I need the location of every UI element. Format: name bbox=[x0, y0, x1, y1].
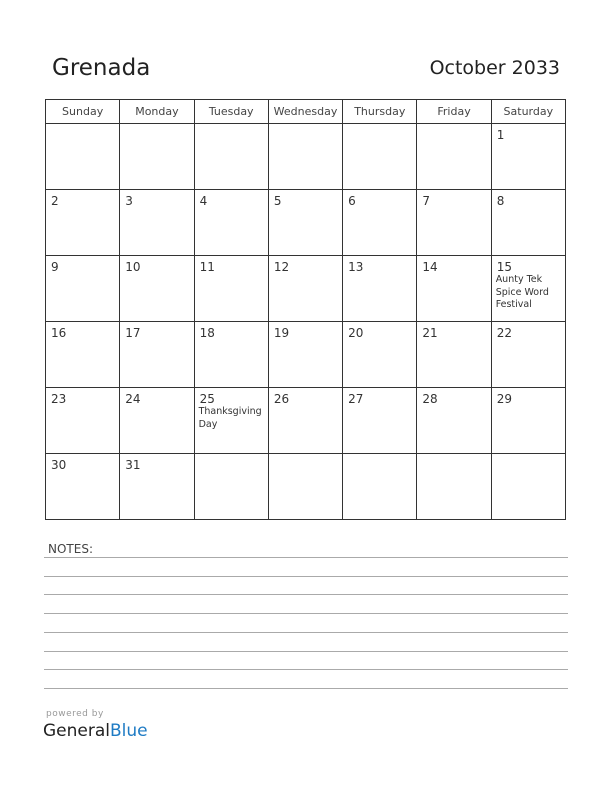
day-cell bbox=[120, 256, 194, 322]
weekday-sunday: Sunday bbox=[46, 100, 120, 124]
day-number: 23 bbox=[51, 392, 67, 406]
day-number: 25 bbox=[199, 392, 215, 406]
note-line bbox=[44, 594, 568, 595]
day-cell bbox=[343, 190, 417, 256]
day-number: 20 bbox=[348, 326, 364, 340]
day-number: 13 bbox=[348, 260, 364, 274]
day-cell bbox=[194, 190, 268, 256]
day-cell bbox=[194, 256, 268, 322]
day-cell bbox=[417, 256, 491, 322]
day-cell bbox=[46, 454, 120, 520]
day-number: 24 bbox=[125, 392, 141, 406]
day-cell bbox=[46, 124, 120, 190]
day-cell bbox=[268, 190, 342, 256]
day-number: 16 bbox=[51, 326, 67, 340]
day-number: 21 bbox=[422, 326, 438, 340]
weekday-friday: Friday bbox=[417, 100, 491, 124]
day-number: 26 bbox=[273, 392, 290, 406]
day-cell bbox=[491, 388, 565, 454]
day-cell bbox=[491, 124, 565, 190]
weekday-wednesday: Wednesday bbox=[268, 100, 342, 124]
generalblue-logo bbox=[43, 721, 148, 741]
day-number: 27 bbox=[348, 392, 364, 406]
week-row bbox=[46, 256, 566, 322]
weekday-thursday: Thursday bbox=[343, 100, 417, 124]
day-number: 7 bbox=[422, 194, 431, 208]
month-year-title: October 2033 bbox=[429, 57, 560, 79]
day-number: 10 bbox=[125, 260, 141, 274]
holiday-label: Aunty Tek Spice Word Festival bbox=[495, 274, 549, 310]
day-number: 2 bbox=[51, 194, 59, 208]
day-number: 19 bbox=[273, 326, 290, 340]
day-number: 18 bbox=[199, 326, 215, 340]
day-cell bbox=[194, 322, 268, 388]
day-cell bbox=[120, 322, 194, 388]
day-cell bbox=[417, 388, 491, 454]
day-cell bbox=[343, 256, 417, 322]
day-number: 22 bbox=[496, 326, 512, 340]
note-line bbox=[44, 613, 568, 614]
day-cell bbox=[268, 124, 342, 190]
note-line bbox=[44, 651, 568, 652]
week-row bbox=[46, 124, 566, 190]
day-cell bbox=[491, 190, 565, 256]
country-title: Grenada bbox=[52, 55, 151, 81]
day-cell bbox=[120, 124, 194, 190]
day-cell bbox=[268, 256, 342, 322]
week-row bbox=[46, 190, 566, 256]
day-cell bbox=[268, 454, 342, 520]
day-cell bbox=[120, 388, 194, 454]
day-number: 4 bbox=[199, 194, 208, 208]
week-row bbox=[46, 322, 566, 388]
day-number: 12 bbox=[273, 260, 290, 274]
weekday-header-row bbox=[46, 100, 566, 124]
brand-general: General bbox=[43, 721, 110, 741]
day-cell bbox=[120, 190, 194, 256]
day-number: 28 bbox=[422, 392, 438, 406]
powered-by-text: powered by bbox=[46, 709, 104, 719]
day-cell bbox=[491, 322, 565, 388]
day-cell bbox=[491, 256, 565, 322]
day-number: 31 bbox=[125, 458, 141, 472]
note-line bbox=[44, 688, 568, 689]
day-cell bbox=[46, 256, 120, 322]
day-cell bbox=[343, 124, 417, 190]
day-cell bbox=[417, 322, 491, 388]
day-cell bbox=[194, 124, 268, 190]
day-number: 11 bbox=[199, 260, 215, 274]
day-cell bbox=[268, 322, 342, 388]
day-number: 6 bbox=[348, 194, 356, 208]
day-number: 29 bbox=[496, 392, 512, 406]
day-cell bbox=[343, 388, 417, 454]
brand-blue: Blue bbox=[110, 721, 148, 741]
day-number: 8 bbox=[496, 194, 505, 208]
day-cell bbox=[417, 454, 491, 520]
day-cell bbox=[268, 388, 342, 454]
day-number: 5 bbox=[273, 194, 282, 208]
day-cell bbox=[194, 388, 268, 454]
day-cell bbox=[120, 454, 194, 520]
day-number: 9 bbox=[51, 260, 59, 274]
holiday-label: Thanksgiving Day bbox=[198, 406, 262, 430]
day-number: 30 bbox=[51, 458, 67, 472]
day-number: 17 bbox=[125, 326, 141, 340]
note-line bbox=[44, 557, 568, 558]
day-cell bbox=[417, 124, 491, 190]
day-cell bbox=[194, 454, 268, 520]
day-number: 3 bbox=[125, 194, 133, 208]
day-cell bbox=[491, 454, 565, 520]
week-row bbox=[46, 454, 566, 520]
day-cell bbox=[46, 388, 120, 454]
day-cell bbox=[343, 322, 417, 388]
day-cell bbox=[417, 190, 491, 256]
weekday-saturday: Saturday bbox=[491, 100, 565, 124]
note-line bbox=[44, 576, 568, 577]
notes-label: NOTES: bbox=[48, 542, 93, 556]
week-row bbox=[46, 388, 566, 454]
weekday-monday: Monday bbox=[120, 100, 194, 124]
day-number: 1 bbox=[496, 128, 505, 142]
day-cell bbox=[46, 322, 120, 388]
day-cell bbox=[343, 454, 417, 520]
calendar-grid bbox=[45, 99, 566, 520]
calendar-body bbox=[46, 124, 566, 520]
weekday-tuesday: Tuesday bbox=[194, 100, 268, 124]
day-number: 15 bbox=[496, 260, 512, 274]
day-number: 14 bbox=[422, 260, 438, 274]
note-line bbox=[44, 632, 568, 633]
day-cell bbox=[46, 190, 120, 256]
note-line bbox=[44, 669, 568, 670]
